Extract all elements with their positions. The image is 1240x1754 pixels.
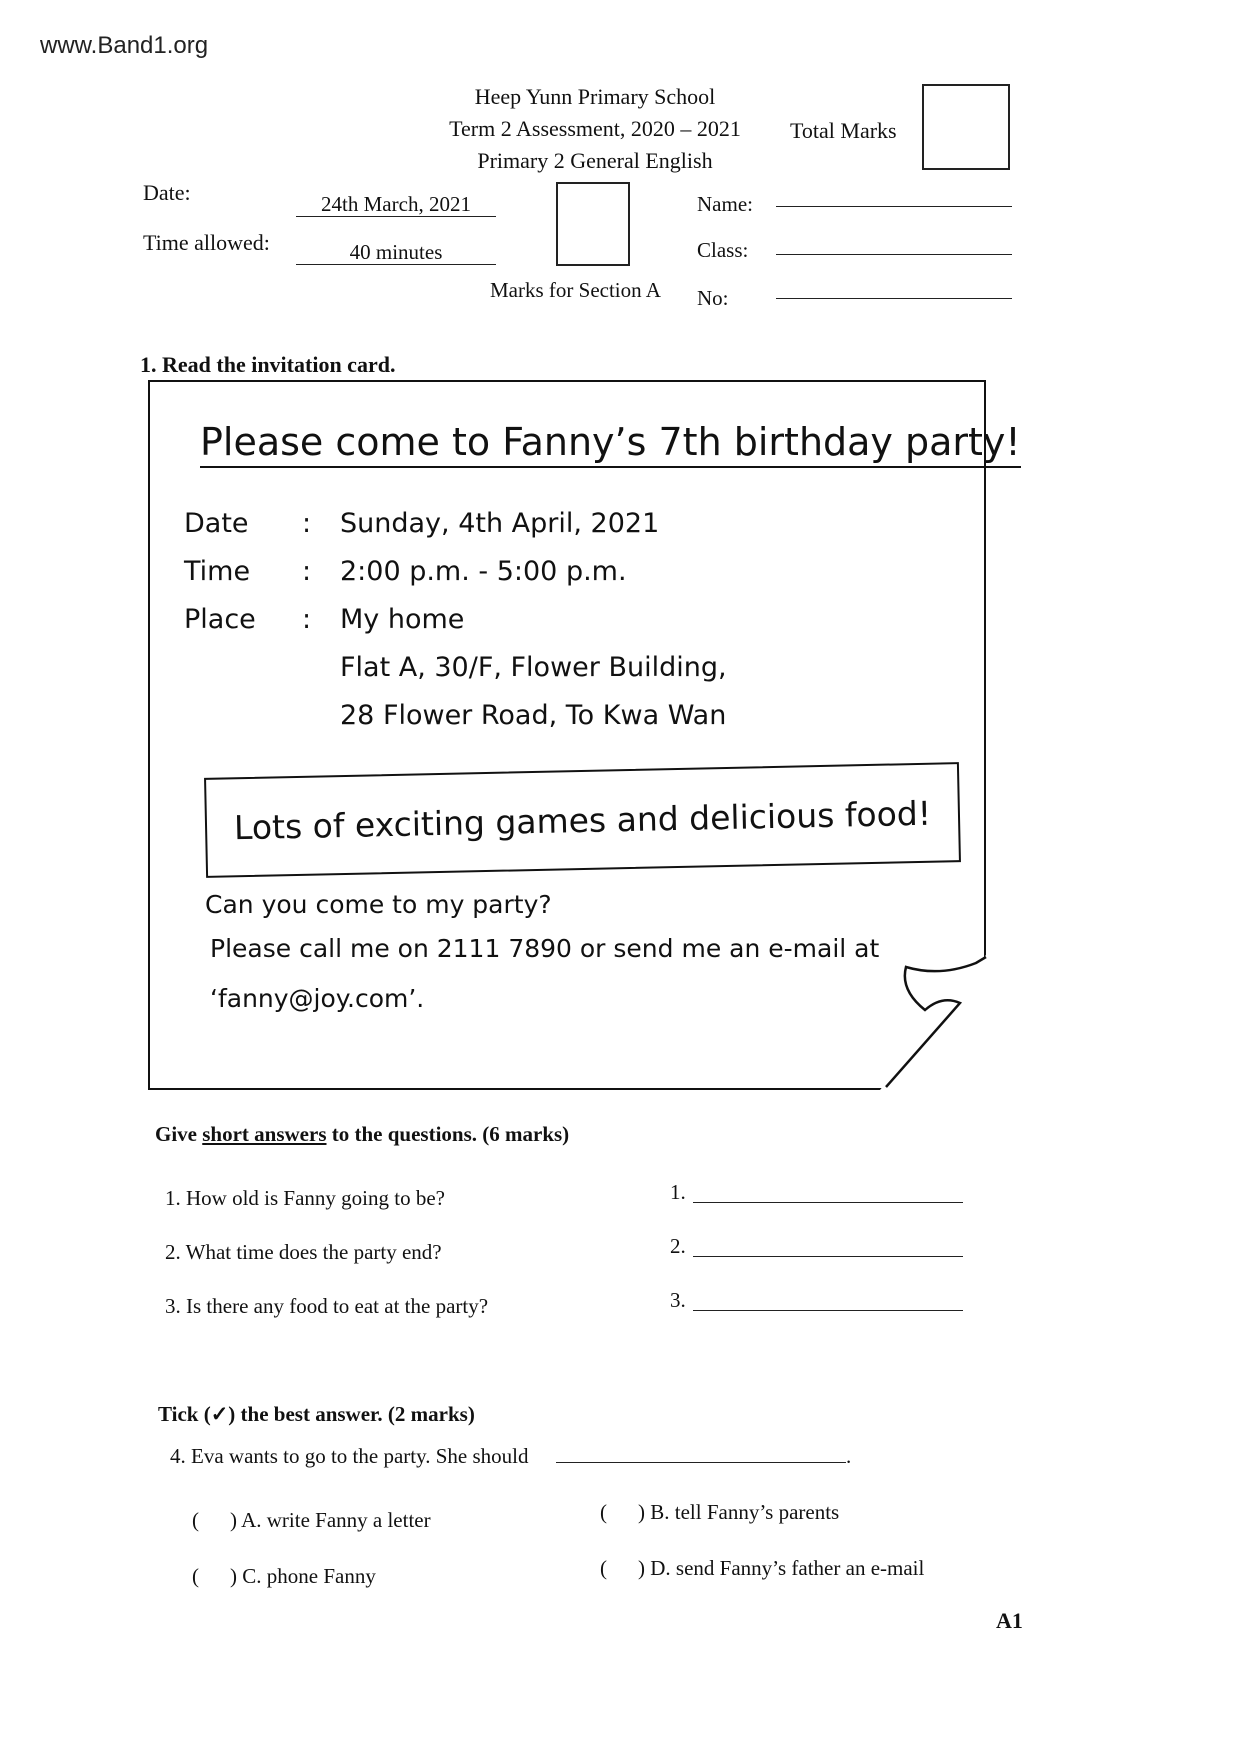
answer-2-line[interactable] — [693, 1256, 963, 1257]
card-banner: Lots of exciting games and delicious food! — [204, 762, 961, 878]
question-4-period: . — [846, 1444, 852, 1468]
page-label: A1 — [996, 1608, 1023, 1633]
card-place-line1: My home — [340, 604, 465, 635]
card-time-label: Time — [184, 556, 251, 587]
card-email: ‘fanny@joy.com’. — [210, 984, 425, 1013]
answer-3-number: 3. — [670, 1288, 686, 1312]
date-value: 24th March, 2021 — [296, 192, 496, 217]
tick-instruction: Tick (✓) the best answer. (2 marks) — [158, 1402, 475, 1426]
question-4-blank[interactable] — [556, 1462, 846, 1463]
card-place-colon: : — [302, 604, 312, 635]
answer-1-line[interactable] — [693, 1202, 963, 1203]
name-label: Name: — [697, 192, 753, 216]
option-c-paren[interactable]: ( — [192, 1564, 199, 1588]
page-curl-icon — [880, 955, 990, 1090]
short-answers-instruction: Give short answers to the questions. (6 marks) — [155, 1122, 570, 1146]
card-place-line3: 28 Flower Road, To Kwa Wan — [340, 700, 727, 731]
question-2: 2. What time does the party end? — [165, 1240, 442, 1264]
card-place-label: Place — [184, 604, 256, 635]
time-allowed-value: 40 minutes — [296, 240, 496, 265]
term-title: Term 2 Assessment, 2020 – 2021 — [449, 116, 741, 141]
class-label: Class: — [697, 238, 749, 262]
subject-title: Primary 2 General English — [477, 148, 713, 173]
school-name: Heep Yunn Primary School — [474, 84, 716, 109]
answer-3-line[interactable] — [693, 1310, 963, 1311]
option-b: ) B. tell Fanny’s parents — [638, 1500, 840, 1524]
option-a: ) A. write Fanny a letter — [230, 1508, 431, 1532]
card-date-value: Sunday, 4th April, 2021 — [340, 508, 660, 539]
section-1-title: 1. Read the invitation card. — [140, 352, 396, 377]
option-d-paren[interactable]: ( — [600, 1556, 607, 1580]
question-1: 1. How old is Fanny going to be? — [165, 1186, 445, 1210]
class-field[interactable] — [776, 254, 1012, 255]
section-marks-box — [556, 182, 630, 266]
card-title: Please come to Fanny’s 7th birthday party! — [200, 420, 1021, 468]
card-date-colon: : — [302, 508, 312, 539]
option-a-paren[interactable]: ( — [192, 1508, 199, 1532]
card-contact-line: Please call me on 2111 7890 or send me an e-mail at — [210, 934, 880, 963]
option-d: ) D. send Fanny’s father an e-mail — [638, 1556, 925, 1580]
card-place-line2: Flat A, 30/F, Flower Building, — [340, 652, 727, 683]
answer-1-number: 1. — [670, 1180, 686, 1204]
total-marks-label: Total Marks — [790, 118, 897, 143]
answer-2-number: 2. — [670, 1234, 686, 1258]
card-time-colon: : — [302, 556, 312, 587]
option-c: ) C. phone Fanny — [230, 1564, 376, 1588]
question-3: 3. Is there any food to eat at the party? — [165, 1294, 489, 1318]
card-invite-question: Can you come to my party? — [205, 890, 552, 919]
total-marks-box — [922, 84, 1010, 170]
date-label: Date: — [143, 180, 191, 205]
section-marks-label: Marks for Section A — [490, 278, 661, 302]
card-date-label: Date — [184, 508, 249, 539]
card-time-value: 2:00 p.m. - 5:00 p.m. — [340, 556, 627, 587]
question-4: 4. Eva wants to go to the party. She should — [170, 1444, 529, 1468]
number-field[interactable] — [776, 298, 1012, 299]
name-field[interactable] — [776, 206, 1012, 207]
number-label: No: — [697, 286, 729, 310]
time-allowed-label: Time allowed: — [143, 230, 270, 255]
option-b-paren[interactable]: ( — [600, 1500, 607, 1524]
site-watermark: www.Band1.org — [40, 32, 209, 59]
